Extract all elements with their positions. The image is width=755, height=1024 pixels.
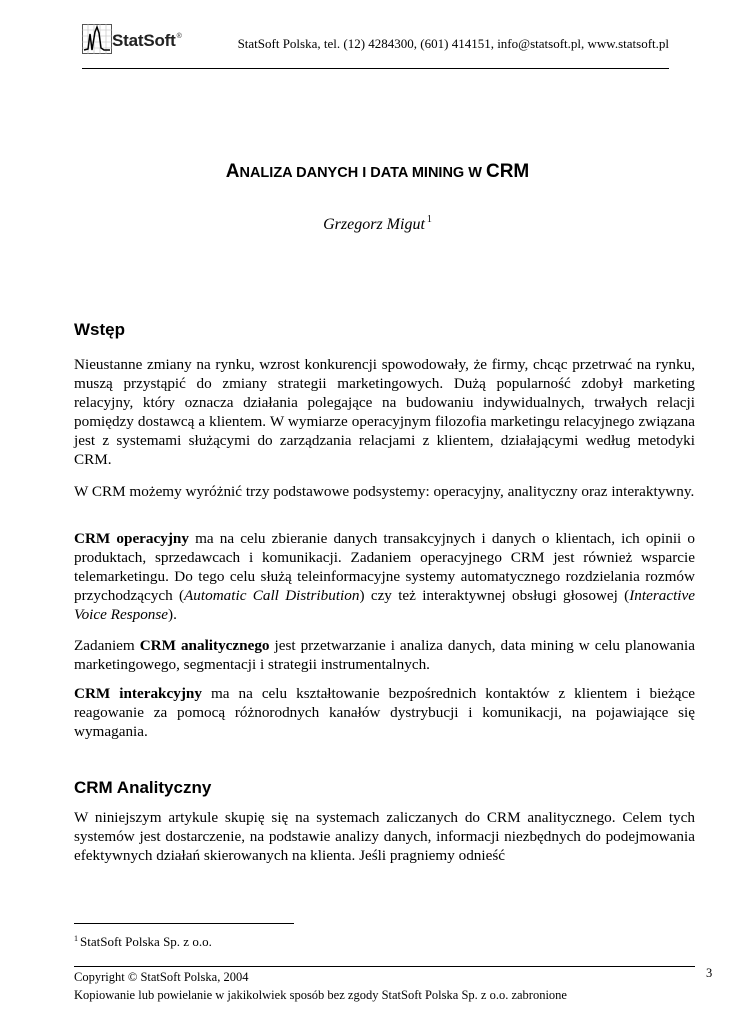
footer-notice: Kopiowanie lub powielanie w jakikolwiek sposób bez zgody StatSoft Polska Sp. z o.o. zabronione [74, 988, 567, 1002]
paragraph-subsystems: W CRM możemy wyróżnić trzy podstawowe podsystemy: operacyjny, analityczny oraz interaktywny. [74, 483, 695, 500]
heading-crm-analytical: CRM Analityczny [74, 778, 212, 797]
paragraph-crm-analytical-intro: W niniejszym artykule skupię się na systemach zaliczanych do CRM analitycznego. Celem tych systemów jest dostarczenie, na podstawie analizy danych, informacji niezbędnych do podejmowania efektywnych działań skierowanych na klienta. Jeśli pragniemy odnieść [74, 809, 695, 864]
footnote-divider [74, 923, 294, 924]
footnote: $^1$ StatSoft Polska Sp. z o.o. [74, 934, 212, 949]
statsoft-logo [82, 24, 202, 62]
statsoft-logo-icon [82, 24, 112, 54]
author-footnote-mark: 1 [426, 214, 432, 225]
footer-copyright: Copyright © StatSoft Polska, 2004 [74, 970, 249, 984]
page-number: 3 [706, 966, 713, 980]
paragraph-crm-analytical: Zadaniem CRM analitycznego jest przetwarzanie i analiza danych, data mining w celu planowania marketingowego, segmentacji i strategii instrumentalnych. [74, 637, 695, 673]
paragraph-crm-operational: CRM operacyjny ma na celu zbieranie danych transakcyjnych i danych o klientach, ich opinii o produktach, sprzedawcach i komunikacji. Zadaniem operacyjnego CRM jest również wsparcie telemarketingu. Do tego celu służą teleinformacyjne systemy automatycznego rozdzielania rozmów przychodzących (Automatic Call Distribution) czy też interaktywnej obsługi głosowej (Interactive Voice Response). [74, 530, 695, 623]
statsoft-logo-text: StatSoft® [112, 31, 182, 50]
paragraph-crm-interactive: CRM interakcyjny ma na celu kształtowanie bezpośrednich kontaktów z klientem i bieżące reagowanie za pomocą różnorodnych kanałów dystrybucji i komunikacji, na pojawiające się wymagania. [74, 685, 696, 740]
header-contact-info: StatSoft Polska, tel. (12) 4284300, (601) 414151, info@statsoft.pl, www.statsoft.pl [237, 36, 669, 51]
article-title: ANALIZA DANYCH I DATA MINING W CRM [225, 161, 530, 182]
page-header [82, 22, 669, 69]
heading-intro: Wstęp [74, 320, 125, 339]
paragraph-intro: Nieustanne zmiany na rynku, wzrost konkurencji spowodowały, że firmy, chcąc przetrwać na rynku, muszą przystąpić do zmiany strategii marketingowych. Dużą popularność zdobył marketing relacyjny, który oznacza działania polegające na budowaniu indywidualnych, trwałych relacji pomiędzy dostawcą a klientem. W wymiarze operacyjnym filozofia marketingu relacyjnego związana jest z systemami służącymi do zarządzania relacjami z klientem, działającymi według metodyki CRM. [74, 356, 695, 468]
footer-divider [74, 966, 695, 967]
article-author: Grzegorz Migut $^1$ [323, 214, 432, 233]
